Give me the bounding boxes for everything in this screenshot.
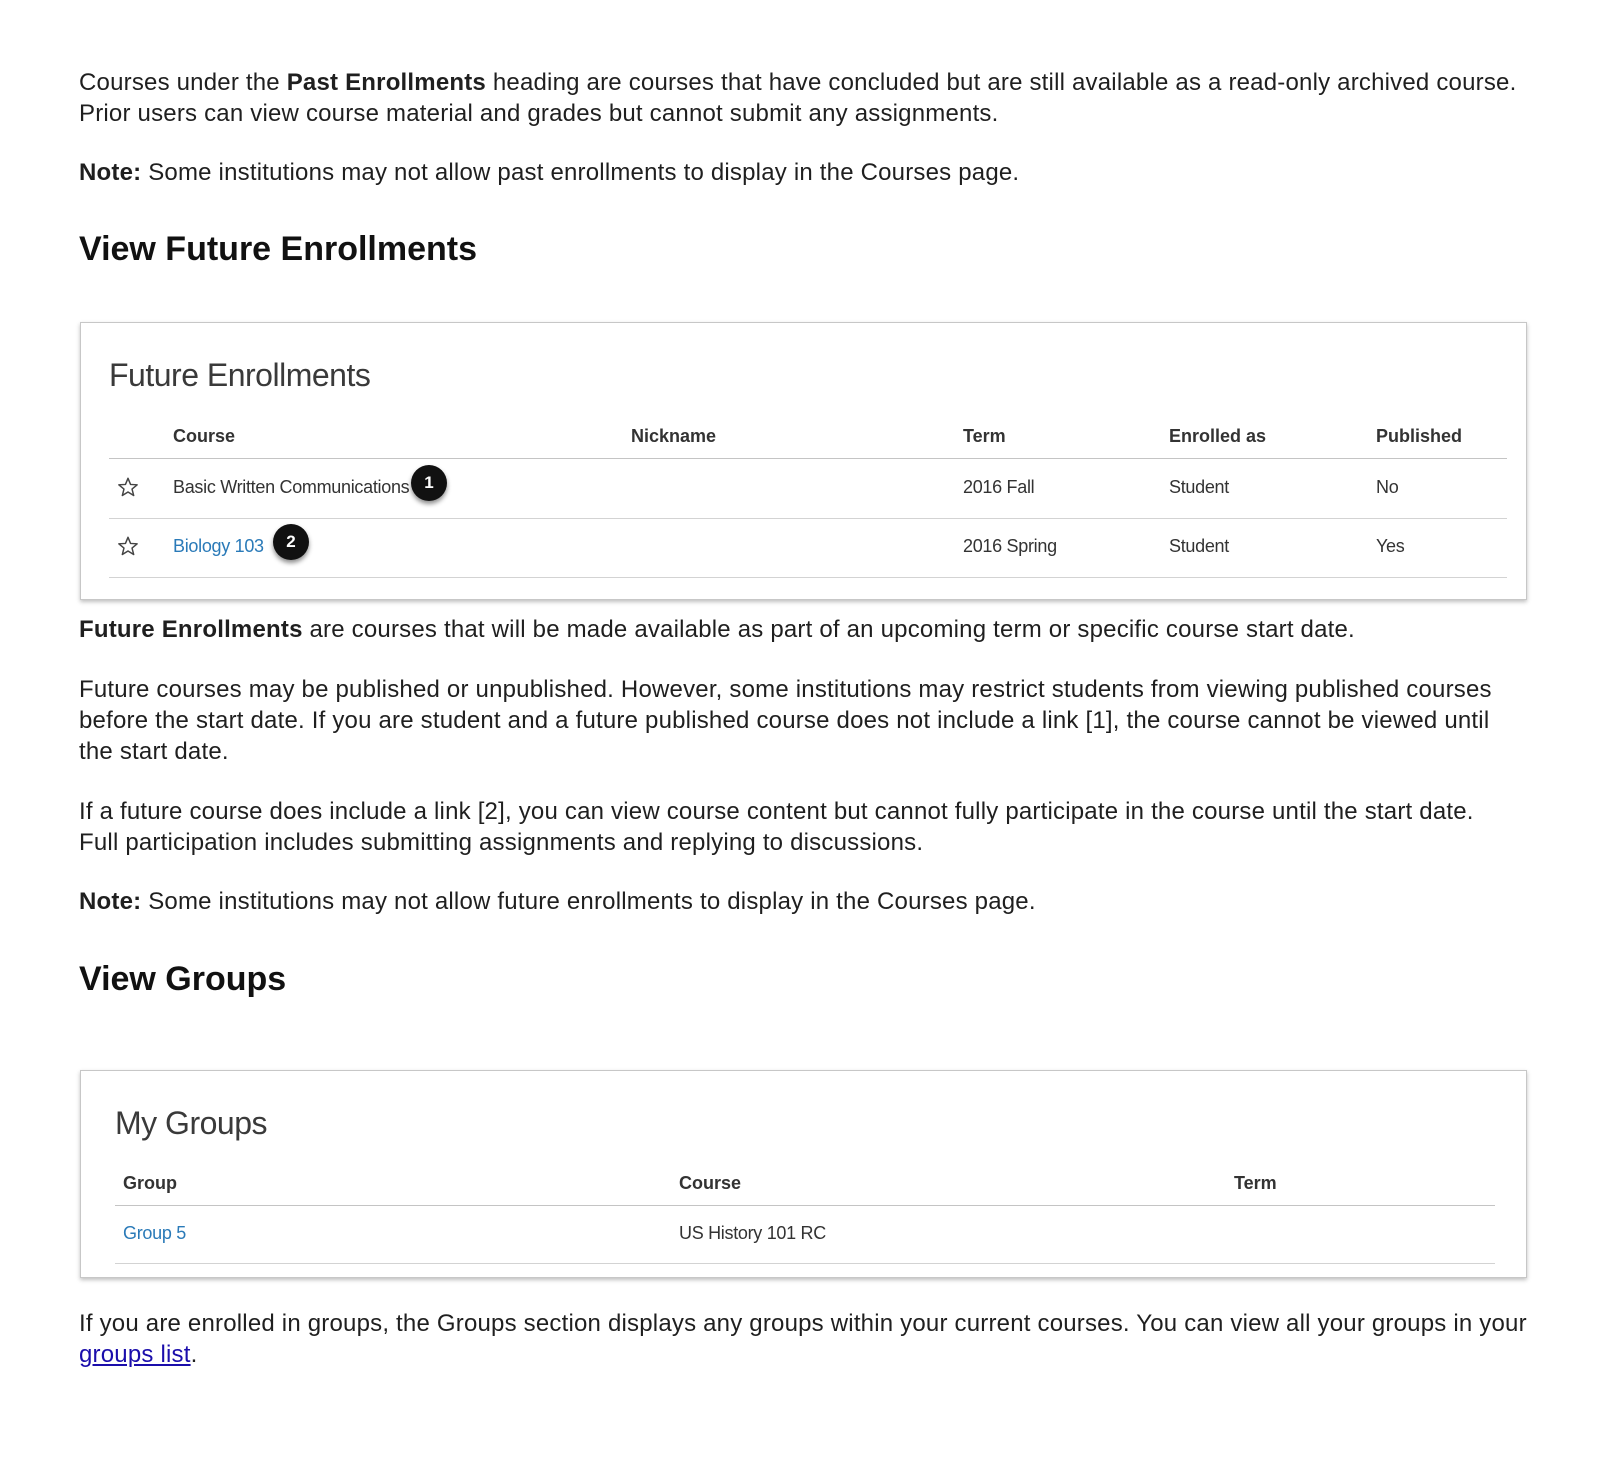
row-divider: [109, 518, 1507, 519]
course-name: Basic Written Communications: [173, 477, 410, 497]
my-groups-title: My Groups: [115, 1105, 267, 1141]
text: .: [190, 1341, 198, 1368]
column-header-course[interactable]: Course: [679, 1173, 742, 1193]
past-enrollments-paragraph: [79, 67, 1519, 129]
published-cell: Yes: [1376, 536, 1405, 556]
future-enrollments-paragraph: [79, 614, 1519, 645]
future-link-paragraph: If a future course does include a link [2], you can view course content but cannot fully participate in the course until the start date. Full participation includes submitting assignments and replying to discussions.: [79, 798, 1474, 856]
term-cell: 2016 Spring: [963, 536, 1057, 556]
note-label: Note:: [79, 888, 142, 915]
column-header-published[interactable]: Published: [1376, 426, 1463, 446]
star-outline-icon[interactable]: [117, 476, 139, 498]
text: are courses that will be made available as part of an upcoming term or specific course start date.: [302, 616, 1355, 643]
course-link[interactable]: Biology 103: [173, 536, 264, 556]
future-enrollments-title: Future Enrollments: [109, 357, 371, 393]
column-header-nickname[interactable]: Nickname: [631, 426, 717, 446]
note-text: Some institutions may not allow past enrollments to display in the Courses page.: [141, 159, 1020, 186]
column-header-group[interactable]: Group: [123, 1173, 177, 1193]
term-cell: 2016 Fall: [963, 477, 1035, 497]
column-header-course[interactable]: Course: [173, 426, 236, 446]
callout-badge: 1: [411, 465, 447, 501]
text: heading are courses that have concluded but are still available as a read-only archived course. Prior users can view course material and grades but cannot submit any assignments.: [79, 69, 1517, 127]
text: Courses under the: [79, 69, 287, 96]
group-link[interactable]: Group 5: [123, 1223, 186, 1243]
future-enrollments-screenshot: [80, 322, 1527, 600]
callout-badge: 2: [273, 524, 309, 560]
enrolled-as-cell: Student: [1169, 477, 1229, 497]
future-published-paragraph: Future courses may be published or unpublished. However, some institutions may restrict students from viewing published courses before the start date. If you are student and a future published course does not include a link [1], the course cannot be viewed until the start date.: [79, 676, 1492, 765]
published-cell: No: [1376, 477, 1399, 497]
bold-text: Past Enrollments: [286, 69, 486, 96]
group-course-cell: US History 101 RC: [679, 1223, 826, 1243]
note-label: Note:: [79, 159, 142, 186]
header-divider: [115, 1205, 1495, 1206]
text: If you are enrolled in groups, the Groups section displays any groups within your current courses. You can view all your groups in your: [79, 1310, 1527, 1337]
column-header-term[interactable]: Term: [963, 426, 1006, 446]
column-header-enrolled-as[interactable]: Enrolled as: [1169, 426, 1267, 446]
row-divider: [109, 577, 1507, 578]
star-outline-icon[interactable]: [117, 535, 139, 557]
note-text: Some institutions may not allow future enrollments to display in the Courses page.: [141, 888, 1036, 915]
groups-list-link[interactable]: groups list: [79, 1341, 191, 1368]
enrolled-as-cell: Student: [1169, 536, 1229, 556]
column-header-term[interactable]: Term: [1234, 1173, 1277, 1193]
header-divider: [109, 458, 1507, 459]
row-divider: [115, 1263, 1495, 1264]
view-groups-heading: View Groups: [79, 960, 287, 998]
future-note-paragraph: [79, 886, 1519, 917]
past-note-paragraph: [79, 157, 1519, 188]
my-groups-screenshot: [80, 1070, 1527, 1278]
bold-text: Future Enrollments: [79, 616, 303, 643]
groups-paragraph: [79, 1308, 1529, 1370]
future-enrollments-heading: View Future Enrollments: [79, 230, 478, 268]
